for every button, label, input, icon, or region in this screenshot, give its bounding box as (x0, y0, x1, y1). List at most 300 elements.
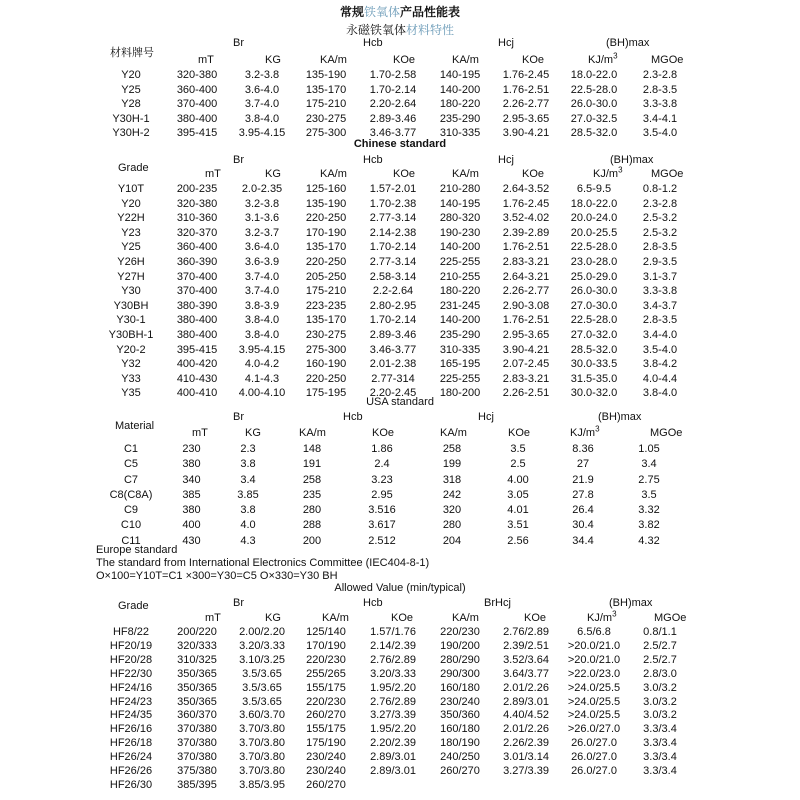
value-cell: 2.76/2.89 (503, 626, 549, 638)
value-cell: 220-250 (305, 255, 347, 268)
value-cell: 30.0-32.0 (570, 387, 618, 400)
table-4-grid (98, 626, 692, 793)
value-cell: 380-390 (176, 299, 218, 312)
t3-unit-kam2: KA/m (440, 427, 467, 439)
value-cell: 2.77-3.14 (369, 212, 417, 225)
table-2-grid (98, 182, 692, 401)
value-cell: 26.0/27.0 (571, 737, 617, 750)
t1-unit-kjm: $KJ/m^3$ (588, 51, 618, 66)
value-cell: 4.01 (507, 504, 529, 517)
value-cell: 140-195 (439, 69, 481, 81)
t4-unit-koe2: KOe (524, 612, 547, 624)
grade-cell: HF20/19 (109, 639, 153, 652)
value-cell: 2.89/3.01 (370, 751, 416, 764)
value-cell: 135-190 (305, 197, 347, 210)
grade-cell: Y32 (121, 358, 141, 371)
value-cell: 3.20/3.33 (239, 639, 285, 652)
value-cell: 3.5/3.65 (242, 681, 282, 694)
value-cell: 240/250 (440, 751, 480, 764)
table-row (98, 112, 692, 127)
t2-bhmax-label: (BH)max (610, 154, 654, 166)
value-cell: 3.85 (237, 488, 259, 501)
value-cell: 3.5/3.65 (242, 695, 282, 708)
value-cell: 2.01/2.26 (503, 723, 549, 736)
t2-br-label: Br (233, 154, 244, 166)
t1-unit-kam: KA/m (320, 54, 347, 66)
value-cell: 223-235 (305, 299, 347, 312)
t2-unit-mt: mT (205, 168, 221, 180)
value-cell: 3.8 (240, 504, 256, 517)
value-cell: 160/180 (440, 681, 480, 694)
value-cell: 2.26-2.51 (502, 387, 550, 400)
value-cell: 320-370 (176, 226, 218, 239)
t4-title: Allowed Value (min/typical) (334, 582, 466, 594)
value-cell: 3.23 (371, 473, 393, 486)
value-cell: 26.0-30.0 (570, 98, 618, 110)
value-cell: 3.46-3.77 (369, 343, 417, 356)
value-cell: 3.5-4.0 (642, 127, 678, 139)
table-row (98, 682, 692, 696)
value-cell (492, 779, 560, 793)
value-cell: 3.617 (368, 519, 396, 532)
table-row (98, 488, 681, 503)
grade-cell: Y20-2 (116, 343, 146, 356)
grade-cell: Y20 (121, 197, 141, 210)
grade-cell: Y30H-1 (112, 112, 150, 125)
grade-cell: Y30 (121, 285, 141, 298)
grade-cell: Y25 (121, 241, 141, 254)
value-cell: 3.46-3.77 (369, 127, 417, 139)
value-cell: 1.76-2.51 (502, 241, 550, 254)
grade-cell: Y20 (121, 69, 141, 81)
value-cell: 2.07-2.45 (502, 358, 550, 371)
value-cell: 148 (302, 443, 322, 455)
value-cell: 230/240 (440, 695, 480, 708)
table-row (98, 68, 692, 83)
value-cell: 280/290 (440, 653, 480, 666)
value-cell: 2.76/2.89 (370, 695, 416, 708)
value-cell: 135-170 (305, 241, 347, 254)
t2-unit-kam2: KA/m (452, 168, 479, 180)
value-cell: >24.0/25.5 (567, 695, 621, 708)
value-cell: 3.2-3.7 (244, 226, 280, 239)
t2-grade-label: Grade (118, 162, 149, 174)
table-row (98, 442, 681, 457)
value-cell: 4.0-4.2 (244, 358, 280, 371)
value-cell: 20.0-25.5 (570, 226, 618, 239)
value-cell: 1.57/1.76 (370, 626, 416, 638)
value-cell: 200 (302, 534, 322, 547)
value-cell: 400-410 (176, 387, 218, 400)
value-cell: 2.5-3.2 (642, 212, 678, 225)
value-cell: 165-195 (439, 358, 481, 371)
value-cell: 2.75 (638, 473, 660, 486)
value-cell: 2.90-3.08 (502, 299, 550, 312)
value-cell: 3.5-4.0 (642, 343, 678, 356)
value-cell: 3.1-3.7 (642, 270, 678, 283)
value-cell: 3.51 (507, 519, 529, 532)
grade-cell: HF8/22 (112, 626, 150, 638)
grade-cell: Y30BH-1 (108, 328, 154, 341)
value-cell: 4.0-4.4 (642, 372, 678, 385)
value-cell: 3.01/3.14 (503, 751, 549, 764)
value-cell: 190/200 (440, 639, 480, 652)
t4-unit-kam: KA/m (322, 612, 349, 624)
table-row (98, 668, 692, 682)
value-cell: 2.01/2.26 (503, 681, 549, 694)
value-cell: 4.1-4.3 (244, 372, 280, 385)
value-cell: 8.36 (572, 443, 594, 455)
value-cell: 235-290 (439, 328, 481, 341)
value-cell: 25.0-29.0 (570, 270, 618, 283)
note-iec: The standard from International Electronics Committee (IEC404-8-1) (96, 557, 430, 569)
value-cell: 180/190 (440, 737, 480, 750)
t1-hcj-label: Hcj (498, 37, 514, 49)
grade-cell: HF26/26 (109, 765, 153, 778)
grade-cell: Y22H (117, 212, 145, 225)
table-row (98, 518, 681, 533)
t1-grade-label: 材料牌号 (110, 47, 154, 59)
value-cell: 3.70/3.80 (239, 751, 285, 764)
table-row (98, 313, 692, 328)
t1-unit-koe: KOe (393, 54, 416, 66)
value-cell: 380 (182, 458, 201, 471)
value-cell: 3.27/3.39 (370, 709, 416, 722)
value-cell: 175-210 (305, 98, 347, 110)
value-cell: 170-190 (305, 226, 347, 239)
value-cell: 220/230 (306, 653, 346, 666)
value-cell: 3.6-4.0 (244, 83, 280, 96)
grade-cell: C11 (121, 534, 141, 547)
value-cell: 27.0-32.0 (570, 328, 618, 341)
value-cell: 20.0-24.0 (570, 212, 618, 225)
page-subtitle: 永磁铁氧体材料特性 (345, 23, 455, 37)
grade-cell: HF24/23 (109, 695, 153, 708)
value-cell: 310-360 (176, 212, 218, 225)
value-cell: 34.4 (572, 534, 594, 547)
value-cell: 1.95/2.20 (370, 723, 416, 736)
table-row (98, 211, 692, 226)
t3-unit-koe2: KOe (508, 427, 531, 439)
value-cell: 2.3 (240, 443, 256, 455)
value-cell: 230/240 (306, 751, 346, 764)
value-cell: 280-320 (439, 212, 481, 225)
t4-unit-koe: KOe (391, 612, 414, 624)
value-cell: 30.0-33.5 (570, 358, 618, 371)
value-cell: 200/220 (177, 626, 217, 638)
value-cell: 380-400 (176, 112, 218, 125)
t2-unit-kjm: $KJ/m^3$ (593, 165, 623, 180)
value-cell: 2.26/2.39 (503, 737, 549, 750)
value-cell: 2.01-2.38 (369, 358, 417, 371)
value-cell: 310/325 (177, 653, 217, 666)
value-cell: 2.89/3.01 (503, 695, 549, 708)
t3-unit-mt: mT (192, 427, 208, 439)
t3-hcb-label: Hcb (343, 411, 363, 423)
value-cell: 205-250 (305, 270, 347, 283)
value-cell (428, 779, 492, 793)
value-cell: 125-160 (305, 183, 347, 195)
table-row (98, 696, 692, 710)
t3-unit-koe: KOe (372, 427, 395, 439)
table-row (98, 328, 692, 343)
value-cell: 160-190 (305, 358, 347, 371)
value-cell: 3.70/3.80 (239, 765, 285, 778)
value-cell: 4.00 (507, 473, 529, 486)
value-cell: 3.7-4.0 (244, 270, 280, 283)
value-cell: 360-390 (176, 255, 218, 268)
value-cell: 18.0-22.0 (570, 69, 618, 81)
grade-cell: HF22/30 (109, 667, 153, 680)
value-cell: 3.3-3.8 (642, 98, 678, 110)
value-cell: 3.60/3.70 (239, 709, 285, 722)
value-cell: 235-290 (439, 112, 481, 125)
value-cell: 1.76-2.45 (502, 69, 550, 81)
t1-unit-kg: KG (265, 54, 281, 66)
value-cell: 2.89-3.46 (369, 112, 417, 125)
value-cell: 3.64/3.77 (503, 667, 549, 680)
value-cell: 1.76-2.51 (502, 83, 550, 96)
value-cell (358, 779, 428, 793)
value-cell: 3.95-4.15 (238, 343, 286, 356)
value-cell: 395-415 (176, 127, 218, 139)
grade-cell: Y23 (121, 226, 141, 239)
value-cell: 28.5-32.0 (570, 127, 618, 139)
t1-unit-koe2: KOe (522, 54, 545, 66)
value-cell: 3.5 (510, 443, 526, 455)
value-cell: 3.2-3.8 (244, 197, 280, 210)
value-cell: 3.8-4.0 (244, 328, 280, 341)
value-cell: 26.0-30.0 (570, 285, 618, 298)
value-cell: 18.0-22.0 (570, 197, 618, 210)
value-cell: 3.516 (368, 504, 396, 517)
value-cell: 2.95 (371, 488, 393, 501)
t4-hcb-label: Hcb (363, 597, 383, 609)
value-cell: 1.70-2.58 (369, 69, 417, 81)
value-cell: 318 (442, 473, 462, 486)
table-row (98, 779, 692, 793)
t2-unit-kg: KG (265, 168, 281, 180)
t2-title: Chinese standard (353, 138, 447, 150)
t4-unit-kam2: KA/m (452, 612, 479, 624)
value-cell: 22.5-28.0 (570, 314, 618, 327)
value-cell: 410-430 (176, 372, 218, 385)
table-3-grid (98, 442, 681, 549)
table-row (98, 626, 692, 640)
value-cell: 1.70-2.14 (369, 241, 417, 254)
value-cell: 225-255 (439, 255, 481, 268)
value-cell: 385 (182, 488, 201, 501)
value-cell: >24.0/25.5 (567, 709, 621, 722)
grade-cell: C1 (123, 443, 139, 455)
value-cell: 28.5-32.0 (570, 343, 618, 356)
t2-unit-mgoe: MGOe (651, 168, 684, 180)
value-cell: 275-300 (305, 127, 347, 139)
value-cell: 320-380 (176, 197, 218, 210)
value-cell: 2.3-2.8 (642, 197, 678, 210)
t2-unit-koe: KOe (393, 168, 416, 180)
note-europe: Europe standard (96, 544, 178, 556)
value-cell: 380-400 (176, 328, 218, 341)
value-cell: 27.0-30.0 (570, 299, 618, 312)
value-cell: 30.4 (572, 519, 594, 532)
value-cell: 400-420 (176, 358, 218, 371)
value-cell: 260/270 (306, 709, 346, 722)
value-cell: 155/175 (306, 681, 346, 694)
value-cell: 2.0-2.35 (241, 183, 283, 195)
value-cell: 1.70-2.14 (369, 314, 417, 327)
table-row (98, 83, 692, 98)
grade-cell: Y30H-2 (112, 127, 150, 139)
value-cell: 3.3/3.4 (643, 765, 677, 778)
t3-unit-kjm: $KJ/m^3$ (570, 424, 600, 439)
value-cell: 290/300 (440, 667, 480, 680)
value-cell: 3.8-4.0 (244, 112, 280, 125)
value-cell: 275-300 (305, 343, 347, 356)
value-cell: 2.77-3.14 (369, 255, 417, 268)
grade-cell: C10 (120, 519, 142, 532)
value-cell: 2.8-3.5 (642, 241, 678, 254)
value-cell: 320 (442, 504, 462, 517)
value-cell: 220/230 (440, 626, 480, 638)
value-cell: 380-400 (176, 314, 218, 327)
value-cell: 2.20-2.64 (369, 98, 417, 110)
value-cell: 2.4 (374, 458, 390, 471)
t4-unit-kg: KG (265, 612, 281, 624)
grade-cell: Y26H (117, 255, 145, 268)
value-cell: 1.95/2.20 (370, 681, 416, 694)
value-cell: 2.8/3.0 (643, 667, 677, 680)
table-row (98, 357, 692, 372)
value-cell: 2.14/2.39 (370, 639, 416, 652)
value-cell: 2.2-2.64 (372, 285, 414, 298)
value-cell: 3.4-3.7 (642, 299, 678, 312)
value-cell: 175/190 (306, 737, 346, 750)
value-cell: 220-250 (305, 372, 347, 385)
value-cell: 3.70/3.80 (239, 737, 285, 750)
value-cell: 370-400 (176, 98, 218, 110)
value-cell: 288 (302, 519, 322, 532)
value-cell: 6.5-9.5 (576, 183, 612, 195)
value-cell: 31.5-35.0 (570, 372, 618, 385)
value-cell: 3.27/3.39 (503, 765, 549, 778)
value-cell: 26.0/27.0 (571, 751, 617, 764)
value-cell: 2.83-3.21 (502, 372, 550, 385)
table-row (98, 182, 692, 197)
t2-hcb-label: Hcb (363, 154, 383, 166)
value-cell: >20.0/21.0 (567, 653, 621, 666)
value-cell: 2.00/2.20 (239, 626, 285, 638)
table-row (98, 723, 692, 737)
value-cell: 242 (442, 488, 462, 501)
grade-cell: HF26/24 (109, 751, 153, 764)
value-cell: 230/240 (306, 765, 346, 778)
value-cell: 3.0/3.2 (643, 695, 677, 708)
table-row (98, 709, 692, 723)
value-cell: 2.14-2.38 (369, 226, 417, 239)
table-row (98, 534, 681, 549)
value-cell: 27 (576, 458, 590, 471)
value-cell: 210-280 (439, 183, 481, 195)
value-cell: 395-415 (176, 343, 218, 356)
value-cell: 26.4 (572, 504, 594, 517)
table-row (98, 97, 692, 112)
value-cell: 22.5-28.0 (570, 241, 618, 254)
value-cell: 26.0/27.0 (571, 765, 617, 778)
t4-bhmax-label: (BH)max (609, 597, 653, 609)
value-cell: 3.8-4.0 (244, 314, 280, 327)
t1-unit-kam2: KA/m (452, 54, 479, 66)
t1-hcb-label: Hcb (363, 37, 383, 49)
value-cell: 2.58-3.14 (369, 270, 417, 283)
grade-cell: HF24/16 (109, 681, 153, 694)
value-cell: 180-220 (439, 285, 481, 298)
value-cell: 6.5/6.8 (577, 626, 611, 638)
value-cell: 2.83-3.21 (502, 255, 550, 268)
value-cell: 135-170 (305, 314, 347, 327)
value-cell: 2.39-2.89 (502, 226, 550, 239)
grade-cell: Y10T (117, 183, 145, 195)
grade-cell: HF24/35 (109, 709, 153, 722)
table-row (98, 457, 681, 472)
table-row (98, 640, 692, 654)
value-cell: 310-335 (439, 127, 481, 139)
value-cell: 0.8-1.2 (642, 183, 678, 195)
table-row (98, 654, 692, 668)
value-cell (628, 779, 692, 793)
value-cell: 1.86 (371, 443, 393, 455)
value-cell: 2.89/3.01 (370, 765, 416, 778)
note-equivalence: O×100=Y10T=C1 ×300=Y30=C5 O×330=Y30 BH (96, 570, 338, 582)
value-cell: 235 (302, 488, 322, 501)
value-cell: 310-335 (439, 343, 481, 356)
grade-cell: Y28 (121, 98, 141, 110)
grade-cell: Y30-1 (116, 314, 146, 327)
value-cell: 2.64-3.52 (502, 183, 550, 195)
value-cell: 2.39/2.51 (503, 639, 549, 652)
value-cell: 3.52/3.64 (503, 653, 549, 666)
value-cell: 2.77-314 (371, 372, 415, 385)
value-cell: 2.95-3.65 (502, 328, 550, 341)
value-cell: 3.0/3.2 (643, 709, 677, 722)
value-cell: 2.5/2.7 (643, 639, 677, 652)
value-cell: 2.5 (510, 458, 526, 471)
value-cell: 2.26-2.77 (502, 98, 550, 110)
table-1-grid (98, 68, 692, 141)
value-cell: 280 (302, 504, 322, 517)
value-cell: 3.8-4.0 (642, 387, 678, 400)
value-cell: 225-255 (439, 372, 481, 385)
value-cell: 2.26-2.77 (502, 285, 550, 298)
value-cell: 1.57-2.01 (369, 183, 417, 195)
value-cell: 4.32 (638, 534, 660, 547)
value-cell: 3.7-4.0 (244, 285, 280, 298)
value-cell: 350/360 (440, 709, 480, 722)
value-cell: 255/265 (306, 667, 346, 680)
t3-title: USA standard (366, 396, 434, 408)
t3-unit-mgoe: MGOe (650, 427, 683, 439)
value-cell: 23.0-28.0 (570, 255, 618, 268)
table-row (98, 197, 692, 212)
value-cell: 370/380 (177, 751, 217, 764)
value-cell: 3.3-3.8 (642, 285, 678, 298)
t3-bhmax-label: (BH)max (598, 411, 642, 423)
value-cell: 2.8-3.5 (642, 314, 678, 327)
value-cell: 258 (442, 443, 462, 455)
value-cell: 3.4 (641, 458, 657, 471)
value-cell: 2.76/2.89 (370, 653, 416, 666)
value-cell: >20.0/21.0 (567, 639, 621, 652)
